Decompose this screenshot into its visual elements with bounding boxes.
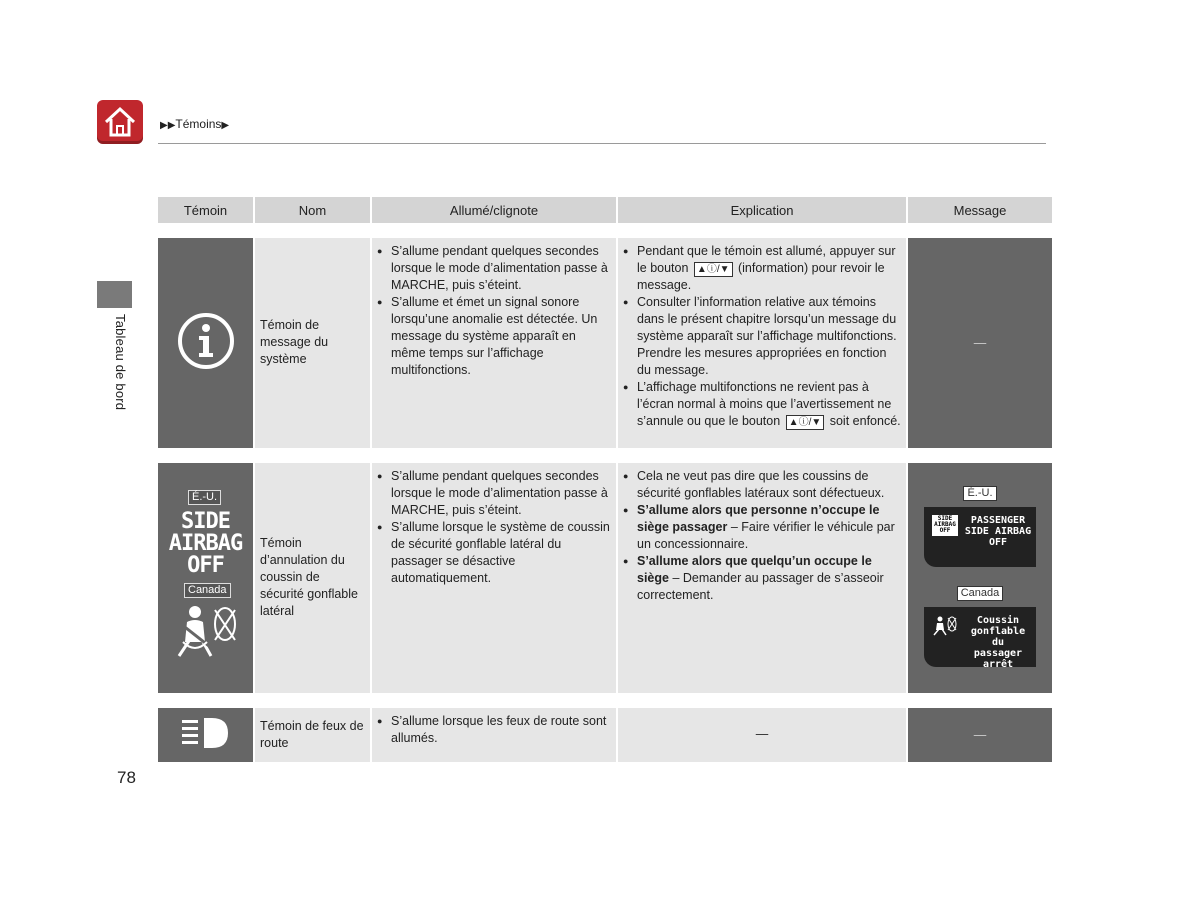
explanation-text: Pendant que le témoin est allumé, appuyer sur le bouton [637,244,896,275]
region-tag-canada: Canada [184,583,231,598]
list-item [623,553,901,604]
side-chapter-label: Tableau de bord [113,314,128,411]
list-item: ● Cela ne veut pas dire que les coussins de sécurité gonflables latéraux sont défectueux. [623,468,901,502]
breadcrumb-end-arrow: ▶ [221,120,230,131]
header-explication: Explication [618,197,906,223]
home-button[interactable] [97,100,143,144]
passenger-airbag-off-icon [171,602,241,664]
region-tag-us: É.-U. [963,486,996,501]
passenger-airbag-off-small-icon [932,615,958,637]
list-item: ● Consulter l’information relative aux témoins dans le présent chapitre lorsqu’un message du système apparaît sur l’affichage multifonctions. Prendre les mesures appropriées en fonction du message. [623,294,901,379]
icon-text-line: AIRBAG [168,530,243,556]
header-message: Message [908,197,1052,223]
indicator-name: Témoin d’annulation du coussin de sécurité gonflable latéral [255,463,370,693]
list-item [623,243,901,294]
indicator-icon-cell [158,238,253,448]
badge-text: OFF [939,527,951,534]
list-item [623,379,901,430]
indicator-on-cell [372,238,616,448]
indicator-message-cell [908,463,1052,693]
display-text: arrêt [982,659,1014,670]
indicator-table [156,197,1054,762]
header-temoin: Témoin [158,197,253,223]
icon-text-line: SIDE [181,508,230,534]
info-icon [176,311,236,371]
list-item: ● S’allume pendant quelques secondes lorsque le mode d’alimentation passe à MARCHE, puis s’éteint. [377,468,611,519]
indicator-explanation-cell [618,463,906,693]
info-button-key: ▲ⓘ/▼ [694,262,733,277]
indicator-icon-cell [158,708,253,762]
region-tag-us: É.-U. [188,490,221,505]
indicator-explanation-cell [618,238,906,448]
side-airbag-off-icon [158,508,253,578]
list-item: ● S’allume lorsque les feux de route sont allumés. [377,713,611,747]
us-message-display [924,507,1036,567]
message-dash: — [973,335,987,350]
indicator-icon-cell [158,463,253,693]
badge-text: AIRBAG [934,521,956,528]
display-text: gonflable du [970,626,1026,648]
display-text: Coussin [976,615,1020,626]
table-row [158,708,1052,762]
badge-text: SIDE [937,515,953,522]
canada-message-display [924,607,1036,670]
header-nom: Nom [255,197,370,223]
table-row [158,463,1052,693]
home-icon [102,104,138,140]
indicator-name: Témoin de message du système [255,238,370,448]
message-dash: — [973,727,987,742]
explanation-text: soit enfoncé. [829,414,901,428]
list-item: ● S’allume pendant quelques secondes lorsque le mode d’alimentation passe à MARCHE, puis s’éteint. [377,243,611,294]
header-divider [158,143,1046,144]
side-airbag-off-badge-icon [932,515,958,536]
explanation-text: – Faire vérifier le véhicule par un concessionnaire. [637,520,895,551]
indicator-on-cell [372,463,616,693]
list-item: ● S’allume et émet un signal sonore lorsqu’une anomalie est détectée. Un message du système apparaît en même temps sur l’affichage multifonctions. [377,294,611,379]
indicator-name: Témoin de feux de route [255,708,370,762]
table-header-row [158,197,1052,223]
display-text: OFF [988,537,1008,548]
explanation-text: L’affichage multifonctions ne revient pas à l’écran normal à moins que l’avertissement ne s’annule ou que le bouton [637,380,892,428]
display-text: PASSENGER [970,515,1026,526]
indicator-message-cell [908,238,1052,448]
explanation-bold: S’allume alors que quelqu’un occupe le siège [637,554,872,585]
indicator-on-cell [372,708,616,762]
indicator-explanation-cell [618,708,906,762]
header-allume: Allumé/clignote [372,197,616,223]
explanation-text: – Demander au passager de s’asseoir correctement. [637,571,884,602]
display-text: SIDE AIRBAG [964,526,1032,537]
breadcrumb-arrows: ▶▶ [160,120,176,131]
list-item: ● S’allume lorsque le système de coussin de sécurité gonflable latéral du passager se désactive automatiquement. [377,519,611,587]
breadcrumb[interactable] [160,117,229,131]
high-beam-icon [180,716,232,750]
breadcrumb-label[interactable]: Témoins [175,117,222,131]
indicator-message-cell [908,708,1052,762]
info-button-key: ▲ⓘ/▼ [786,415,825,430]
list-item [623,502,901,553]
table-row [158,238,1052,448]
region-tag-canada: Canada [957,586,1004,601]
page-number: 78 [117,768,136,787]
display-text: passager [973,648,1023,659]
explanation-text: (information) pour revoir le message. [637,261,885,292]
side-tab-marker [97,281,132,308]
icon-text-line: OFF [187,552,224,578]
explanation-dash: — [755,727,769,741]
explanation-bold: S’allume alors que personne n’occupe le siège passager [637,503,880,534]
